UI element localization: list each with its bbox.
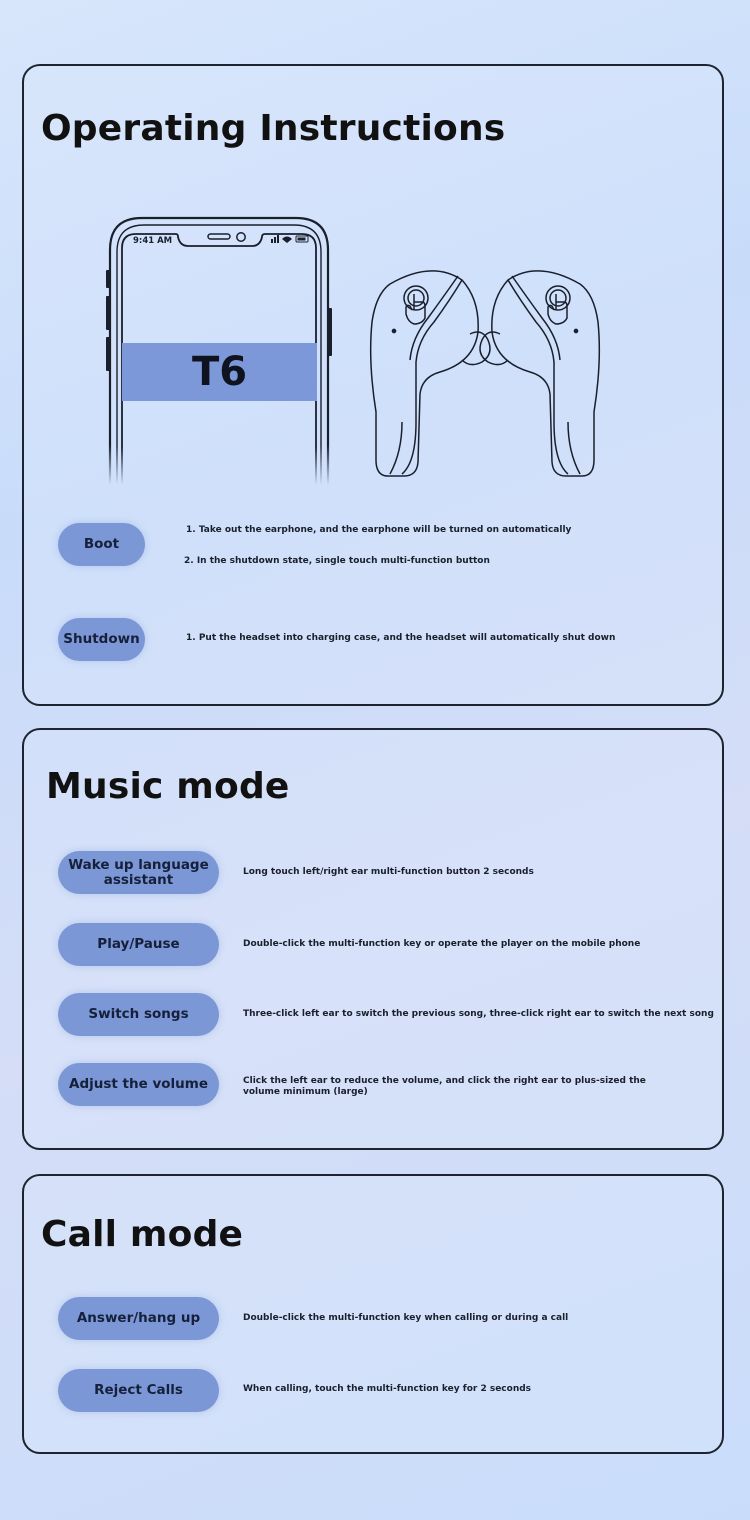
switch-songs-label-text: Switch songs bbox=[88, 1006, 189, 1022]
wake-assistant-desc: Long touch left/right ear multi-function button 2 seconds bbox=[243, 867, 534, 877]
play-pause-label-text: Play/Pause bbox=[97, 936, 180, 952]
adjust-volume-label-text: Adjust the volume bbox=[69, 1076, 208, 1092]
phone-model-label: T6 bbox=[191, 349, 248, 395]
switch-songs-label bbox=[58, 993, 219, 1036]
adjust-volume-label bbox=[58, 1063, 219, 1106]
call-mode-title: Call mode bbox=[41, 1214, 244, 1255]
answer-hangup-label bbox=[58, 1297, 219, 1340]
shutdown-label bbox=[58, 618, 145, 661]
wake-assistant-label bbox=[58, 851, 219, 894]
reject-calls-desc: When calling, touch the multi-function key for 2 seconds bbox=[243, 1384, 532, 1394]
boot-desc-line-1: 1. Take out the earphone, and the earphone will be turned on automatically bbox=[186, 525, 572, 535]
play-pause-desc: Double-click the multi-function key or operate the player on the mobile phone bbox=[243, 939, 641, 949]
phone-time: 9:41 AM bbox=[133, 236, 173, 246]
shutdown-label-text: Shutdown bbox=[63, 631, 140, 647]
adjust-volume-desc: Click the left ear to reduce the volume, and click the right ear to plus-sized the volume minimum (large) bbox=[243, 1076, 646, 1097]
reject-calls-label bbox=[58, 1369, 219, 1412]
boot-label-text: Boot bbox=[83, 536, 120, 552]
reject-calls-label-text: Reject Calls bbox=[94, 1382, 183, 1398]
shutdown-desc: 1. Put the headset into charging case, and the headset will automatically shut down bbox=[186, 633, 616, 643]
switch-songs-desc: Three-click left ear to switch the previous song, three-click right ear to switch the next song bbox=[243, 1009, 714, 1019]
boot-label bbox=[58, 523, 145, 566]
answer-hangup-label-text: Answer/hang up bbox=[76, 1310, 201, 1326]
boot-desc-line-2: 2. In the shutdown state, single touch multi-function button bbox=[184, 556, 490, 566]
earbuds-illustration bbox=[362, 262, 622, 482]
play-pause-label bbox=[58, 923, 219, 966]
wake-assistant-label-text: Wake up language assistant bbox=[68, 856, 209, 888]
operating-instructions-title: Operating Instructions bbox=[41, 108, 506, 149]
music-mode-title: Music mode bbox=[46, 766, 290, 807]
answer-hangup-desc: Double-click the multi-function key when calling or during a call bbox=[243, 1313, 569, 1323]
phone-model-band bbox=[122, 343, 317, 401]
